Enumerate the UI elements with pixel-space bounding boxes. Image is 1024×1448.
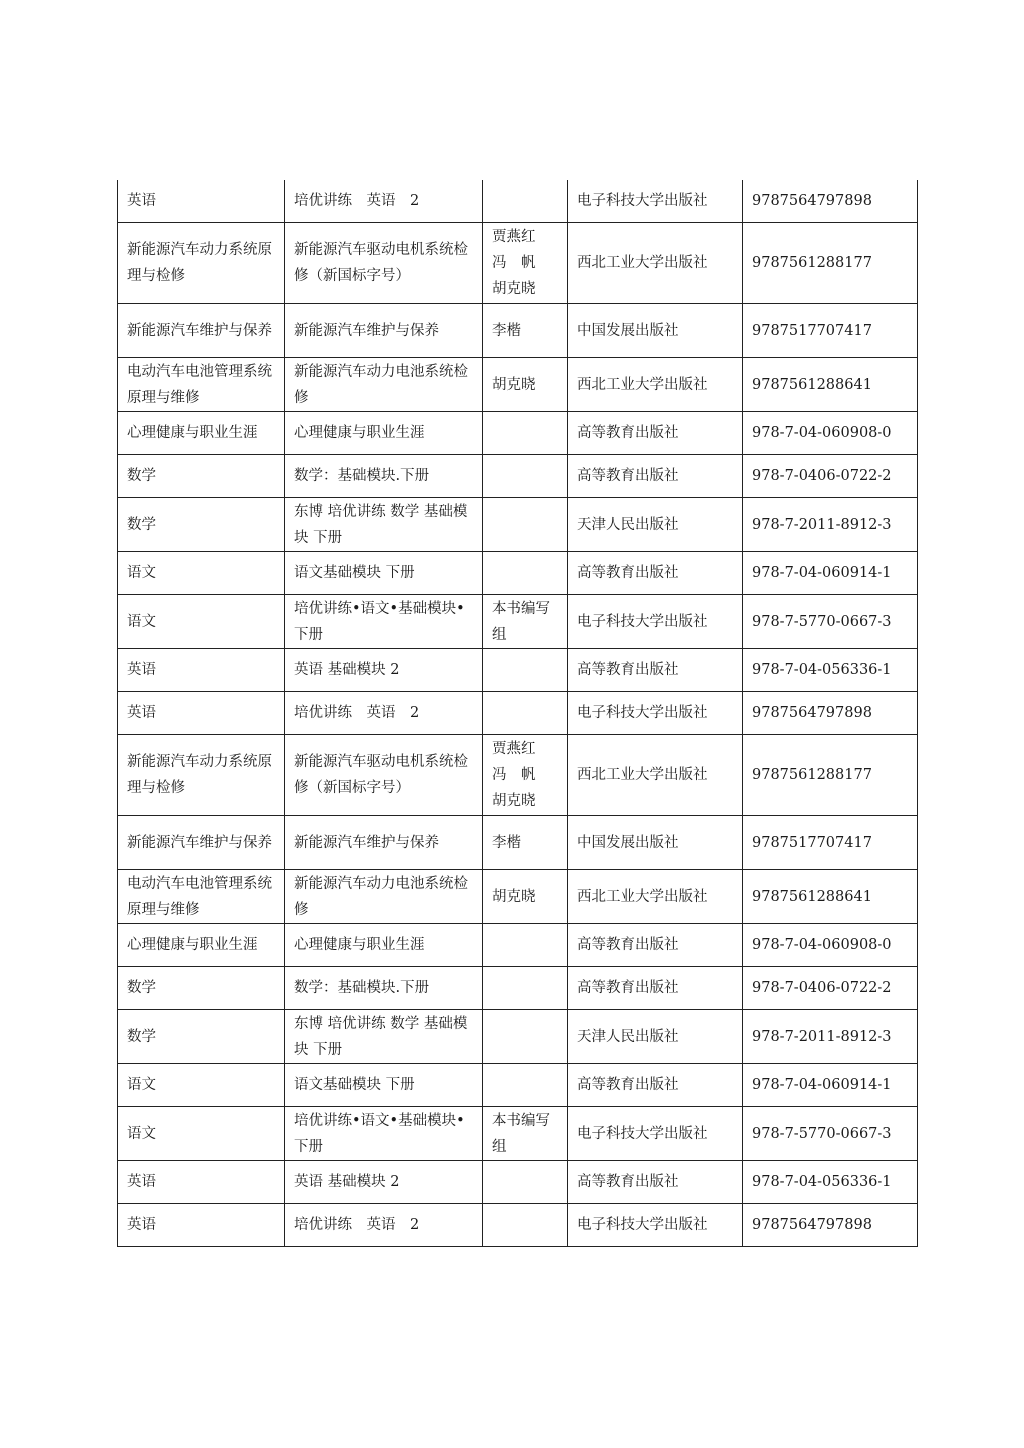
table-row <box>118 304 918 358</box>
title-cell: 新能源汽车维护与保养 <box>285 304 483 358</box>
publisher-cell: 电子科技大学出版社 <box>568 1204 743 1247</box>
publisher-cell: 高等教育出版社 <box>568 1161 743 1204</box>
author-cell <box>483 180 568 223</box>
course-cell: 新能源汽车维护与保养 <box>118 304 285 358</box>
course-cell: 新能源汽车动力系统原理与检修 <box>118 223 285 304</box>
author-cell <box>483 412 568 455</box>
title-cell: 英语 基础模块 2 <box>285 649 483 692</box>
course-cell: 英语 <box>118 180 285 223</box>
course-cell: 英语 <box>118 649 285 692</box>
course-cell: 数学 <box>118 967 285 1010</box>
publisher-cell: 中国发展出版社 <box>568 304 743 358</box>
author-cell: 本书编写组 <box>483 595 568 649</box>
isbn-cell: 9787561288177 <box>743 735 918 816</box>
author-cell: 胡克晓 <box>483 358 568 412</box>
course-cell: 语文 <box>118 1107 285 1161</box>
course-cell: 语文 <box>118 1064 285 1107</box>
author-cell <box>483 967 568 1010</box>
author-cell <box>483 552 568 595</box>
course-cell: 数学 <box>118 1010 285 1064</box>
isbn-cell: 978-7-2011-8912-3 <box>743 1010 918 1064</box>
title-cell: 培优讲练•语文•基础模块•下册 <box>285 595 483 649</box>
course-cell: 新能源汽车维护与保养 <box>118 816 285 870</box>
publisher-cell: 天津人民出版社 <box>568 1010 743 1064</box>
author-cell: 本书编写组 <box>483 1107 568 1161</box>
table-row <box>118 816 918 870</box>
title-cell: 英语 基础模块 2 <box>285 1161 483 1204</box>
table-row <box>118 180 918 223</box>
course-cell: 英语 <box>118 1204 285 1247</box>
isbn-cell: 978-7-04-060908-0 <box>743 924 918 967</box>
isbn-cell: 978-7-0406-0722-2 <box>743 967 918 1010</box>
course-cell: 语文 <box>118 552 285 595</box>
title-cell: 新能源汽车动力电池系统检修 <box>285 358 483 412</box>
author-cell: 胡克晓 <box>483 870 568 924</box>
table-row <box>118 967 918 1010</box>
isbn-cell: 9787517707417 <box>743 816 918 870</box>
course-cell: 数学 <box>118 455 285 498</box>
author-cell <box>483 455 568 498</box>
author-cell <box>483 649 568 692</box>
author-cell <box>483 1204 568 1247</box>
isbn-cell: 9787561288641 <box>743 870 918 924</box>
course-cell: 英语 <box>118 692 285 735</box>
publisher-cell: 电子科技大学出版社 <box>568 595 743 649</box>
table-row <box>118 358 918 412</box>
course-cell: 电动汽车电池管理系统原理与维修 <box>118 870 285 924</box>
title-cell: 新能源汽车动力电池系统检修 <box>285 870 483 924</box>
author-cell <box>483 498 568 552</box>
isbn-cell: 978-7-5770-0667-3 <box>743 1107 918 1161</box>
table-row <box>118 223 918 304</box>
title-cell: 语文基础模块 下册 <box>285 1064 483 1107</box>
table-row <box>118 924 918 967</box>
publisher-cell: 电子科技大学出版社 <box>568 180 743 223</box>
isbn-cell: 978-7-0406-0722-2 <box>743 455 918 498</box>
publisher-cell: 电子科技大学出版社 <box>568 1107 743 1161</box>
table-row <box>118 552 918 595</box>
title-cell: 语文基础模块 下册 <box>285 552 483 595</box>
title-cell: 培优讲练 英语 2 <box>285 1204 483 1247</box>
table-row <box>118 1064 918 1107</box>
title-cell: 心理健康与职业生涯 <box>285 412 483 455</box>
isbn-cell: 978-7-04-060914-1 <box>743 552 918 595</box>
title-cell: 新能源汽车维护与保养 <box>285 816 483 870</box>
publisher-cell: 西北工业大学出版社 <box>568 358 743 412</box>
title-cell: 东博 培优讲练 数学 基础模块 下册 <box>285 1010 483 1064</box>
isbn-cell: 978-7-04-056336-1 <box>743 649 918 692</box>
publisher-cell: 高等教育出版社 <box>568 967 743 1010</box>
table-row <box>118 692 918 735</box>
title-cell: 东博 培优讲练 数学 基础模块 下册 <box>285 498 483 552</box>
author-cell <box>483 1064 568 1107</box>
isbn-cell: 9787561288641 <box>743 358 918 412</box>
table-row <box>118 1107 918 1161</box>
table-row <box>118 412 918 455</box>
isbn-cell: 978-7-5770-0667-3 <box>743 595 918 649</box>
author-cell <box>483 692 568 735</box>
publisher-cell: 电子科技大学出版社 <box>568 692 743 735</box>
table-row <box>118 735 918 816</box>
title-cell: 数学：基础模块.下册 <box>285 455 483 498</box>
course-cell: 心理健康与职业生涯 <box>118 412 285 455</box>
publisher-cell: 高等教育出版社 <box>568 455 743 498</box>
table-row <box>118 1010 918 1064</box>
publisher-cell: 天津人民出版社 <box>568 498 743 552</box>
author-cell: 贾燕红 冯 帆 胡克晓 <box>483 223 568 304</box>
table-row <box>118 1161 918 1204</box>
isbn-cell: 978-7-2011-8912-3 <box>743 498 918 552</box>
title-cell: 数学：基础模块.下册 <box>285 967 483 1010</box>
isbn-cell: 9787564797898 <box>743 1204 918 1247</box>
isbn-cell: 9787517707417 <box>743 304 918 358</box>
course-cell: 电动汽车电池管理系统原理与维修 <box>118 358 285 412</box>
table-row <box>118 595 918 649</box>
table-row <box>118 870 918 924</box>
course-cell: 心理健康与职业生涯 <box>118 924 285 967</box>
author-cell: 贾燕红 冯 帆 胡克晓 <box>483 735 568 816</box>
author-cell: 李楷 <box>483 304 568 358</box>
publisher-cell: 高等教育出版社 <box>568 649 743 692</box>
table-row <box>118 649 918 692</box>
isbn-cell: 9787564797898 <box>743 692 918 735</box>
title-cell: 心理健康与职业生涯 <box>285 924 483 967</box>
title-cell: 培优讲练 英语 2 <box>285 692 483 735</box>
course-cell: 新能源汽车动力系统原理与检修 <box>118 735 285 816</box>
textbook-table <box>117 180 918 1247</box>
publisher-cell: 西北工业大学出版社 <box>568 735 743 816</box>
publisher-cell: 高等教育出版社 <box>568 552 743 595</box>
isbn-cell: 978-7-04-060914-1 <box>743 1064 918 1107</box>
publisher-cell: 高等教育出版社 <box>568 1064 743 1107</box>
publisher-cell: 西北工业大学出版社 <box>568 223 743 304</box>
publisher-cell: 高等教育出版社 <box>568 924 743 967</box>
title-cell: 培优讲练•语文•基础模块•下册 <box>285 1107 483 1161</box>
course-cell: 语文 <box>118 595 285 649</box>
isbn-cell: 9787561288177 <box>743 223 918 304</box>
table-row <box>118 498 918 552</box>
isbn-cell: 978-7-04-056336-1 <box>743 1161 918 1204</box>
publisher-cell: 中国发展出版社 <box>568 816 743 870</box>
author-cell: 李楷 <box>483 816 568 870</box>
course-cell: 数学 <box>118 498 285 552</box>
author-cell <box>483 1161 568 1204</box>
title-cell: 培优讲练 英语 2 <box>285 180 483 223</box>
author-cell <box>483 1010 568 1064</box>
isbn-cell: 9787564797898 <box>743 180 918 223</box>
isbn-cell: 978-7-04-060908-0 <box>743 412 918 455</box>
author-cell <box>483 924 568 967</box>
table-row <box>118 1204 918 1247</box>
publisher-cell: 西北工业大学出版社 <box>568 870 743 924</box>
title-cell: 新能源汽车驱动电机系统检修（新国标字号） <box>285 223 483 304</box>
course-cell: 英语 <box>118 1161 285 1204</box>
table-row <box>118 455 918 498</box>
publisher-cell: 高等教育出版社 <box>568 412 743 455</box>
title-cell: 新能源汽车驱动电机系统检修（新国标字号） <box>285 735 483 816</box>
